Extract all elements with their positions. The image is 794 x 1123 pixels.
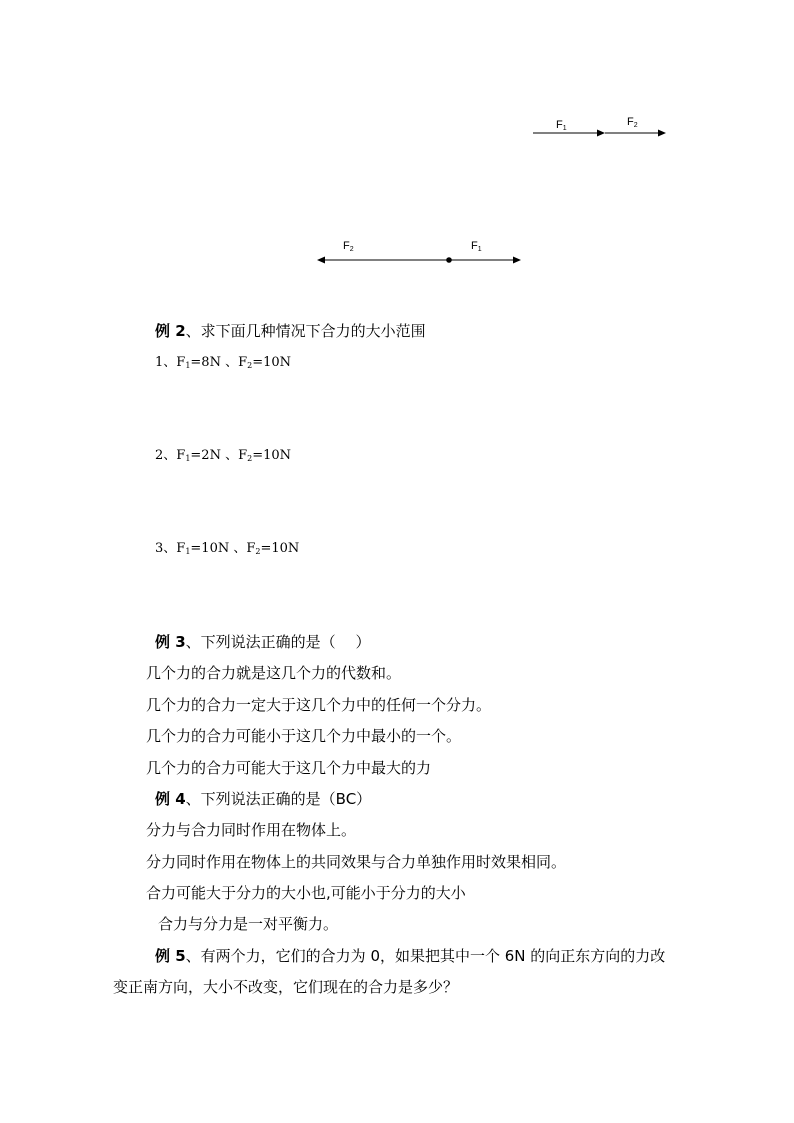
example4-option-1: 分力与合力同时作用在物体上。: [146, 821, 357, 839]
example5-line-2: 变正南方向，大小不改变，它们现在的合力是多少？: [113, 978, 459, 996]
example4-option-4: 合力与分力是一对平衡力。: [158, 915, 339, 933]
example-text: 、求下面几种情况下合力的大小范围: [185, 322, 426, 340]
arrow-f1-right: [449, 257, 521, 264]
example-text: 、下列说法正确的是（BC）: [185, 790, 372, 808]
example2-case-1: 1、$F_1=8N$ 、$F_2=10N$: [155, 355, 292, 370]
example4-option-2: 分力同时作用在物体上的共同效果与合力单独作用时效果相同。: [146, 853, 567, 871]
example2-heading: [155, 321, 426, 341]
action-point: [446, 257, 452, 263]
example3-option-4: 几个力的合力可能大于这几个力中最大的力: [146, 759, 432, 777]
label-f2: $F_2$: [627, 116, 638, 129]
example4-heading: [155, 789, 371, 809]
example-number: 例 5: [155, 947, 186, 965]
example5-line-1: [155, 946, 665, 966]
label-f1-right: $F_1$: [471, 240, 482, 253]
example3-option-2: 几个力的合力一定大于这几个力中的任何一个分力。: [146, 696, 492, 714]
example-text: 、下列说法正确的是（ ）: [185, 633, 371, 651]
example-number: 例 2: [155, 322, 186, 340]
example3-option-3: 几个力的合力可能小于这几个力中最小的一个。: [146, 727, 462, 745]
example3-heading: [155, 632, 370, 652]
example-number: 例 4: [155, 790, 186, 808]
example-text: 、有两个力，它们的合力为 0，如果把其中一个 6N 的向正东方向的力改: [185, 947, 666, 965]
label-f1: $F_1$: [556, 119, 567, 132]
example3-option-1: 几个力的合力就是这几个力的代数和。: [146, 664, 402, 682]
example2-case-3: 3、$F_1=10N$ 、$F_2=10N$: [155, 541, 300, 556]
example-number: 例 3: [155, 633, 186, 651]
example4-option-3: 合力可能大于分力的大小也,可能小于分力的大小: [146, 884, 466, 902]
arrow-f2-left: [317, 257, 449, 264]
label-f2-left: $F_2$: [343, 240, 354, 253]
example2-case-2: 2、$F_1=2N$ 、$F_2=10N$: [155, 448, 292, 463]
